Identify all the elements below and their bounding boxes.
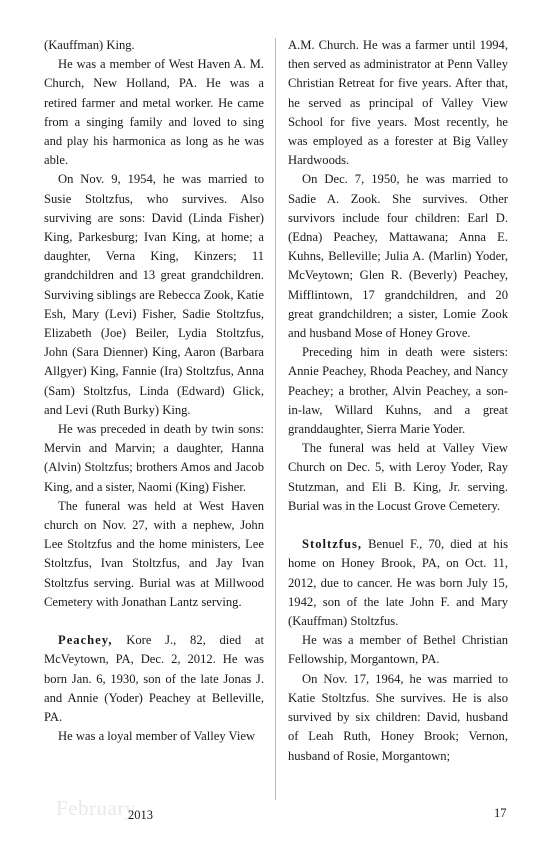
- obituary-intro: Kore J., 82, died at McVeytown, PA, Dec. 2, 2012. He was born Jan. 6, 1930, son of the late Jonas J. and Annie (Yoder) Peachey at Belleville, PA.: [44, 633, 264, 725]
- obituary-paragraph: He was a member of West Haven A. M. Church, New Holland, PA. He was a retired farmer and metal worker. He came from a singing family and loved to sing and play his harmonica as long as he was able.: [44, 57, 264, 168]
- obituary-paragraph: The funeral was held at West Haven church on Nov. 27, with a nephew, John Lee Stoltzfus and the home ministers, Lee Stoltzfus, Ivan Stoltzfus, and Jay Ivan Stoltzfus serving. Burial was at Millwood Cemetery with Jonathan Lantz serving.: [44, 498, 264, 609]
- obituary-entry-stoltzfus: [288, 535, 508, 631]
- obituary-paragraph: Preceding him in death were sisters: Annie Peachey, Rhoda Peachey, and Nancy Peachey; a brother, Alvin Peachey, a son-in-law, Willard Kuhns, and a great granddaughter, Sierra Marie Yoder.: [288, 345, 508, 437]
- obituary-paragraph: A.M. Church. He was a farmer until 1994, then served as administrator at Penn Valley Christian Retreat for five years. After that, he served as principal of Valley View School for five years. Most recently, he was employed as a forester at Big Valley Hardwoods.: [288, 38, 508, 168]
- obituary-paragraph: The funeral was held at Valley View Church on Dec. 5, with Leroy Yoder, Ray Stutzman, and Eli B. King, Jr. serving. Burial was in the Locust Grove Cemetery.: [288, 441, 508, 513]
- obituary-paragraph: On Nov. 17, 1964, he was married to Katie Stoltzfus. She survives. He is also survived by six children: David, husband of Leah Ruth, Honey Brook; Vernon, husband of Rosie, Morgantown;: [288, 671, 508, 763]
- footer-year: 2013: [128, 808, 153, 822]
- right-column: [288, 36, 508, 766]
- obituary-paragraph: (Kauffman) King.: [44, 38, 135, 52]
- obituary-paragraph: On Dec. 7, 1950, he was married to Sadie A. Zook. She survives. Other survivors include four children: Earl D. (Edna) Peachey, Mattawana; Anna E. Kuhns, Belleville; Julia A. (Marlin) Yoder, McVeytown; Glen R. (Beverly) Peachey, Mifflintown, 17 grandchildren, and 20 great grandchildren; a sister, Lomie Zook and husband Mose of Honey Grove.: [288, 172, 508, 341]
- obituary-name: Peachey,: [58, 633, 113, 648]
- obituary-paragraph: On Nov. 9, 1954, he was married to Susie Stoltzfus, who survives. Also surviving are sons: David (Linda Fisher) King, Parkesburg; Ivan King, at home; a daughter, Verna King, Kinzers; 11 grandchildren and 13 great grandchildren. Surviving siblings are Rebecca Zook, Katie Esh, Mary (Levi) Fisher, Sadie Stoltzfus, Elizabeth (Joe) Beiler, Lydia Stoltzfus, John (Sara Dienner) King, Aaron (Barbara Allgyer) King, Fannie (Ira) Stoltzfus, Anna (Sam) Stoltzfus, Linda (Edward) Glick, and Levi (Ruth Burky) King.: [44, 172, 264, 417]
- page-number: 17: [494, 806, 507, 820]
- left-column: [44, 36, 264, 747]
- obituary-name: Stoltzfus,: [302, 537, 363, 552]
- obituary-paragraph: He was a member of Bethel Christian Fellowship, Morgantown, PA.: [288, 633, 508, 667]
- column-divider: [275, 38, 276, 800]
- obituary-intro: Benuel F., 70, died at his home on Honey Brook, PA, on Oct. 11, 2012, due to cancer. He was born July 15, 1942, son of the late John F. and Mary (Kauffman) Stoltzfus.: [288, 537, 508, 629]
- obituary-entry-peachey: [44, 631, 264, 727]
- obituary-paragraph: He was preceded in death by twin sons: Mervin and Marvin; a daughter, Hanna (Alvin) Stoltzfus; brothers Amos and Jacob King, and a sister, Naomi (King) Fisher.: [44, 422, 264, 494]
- obituary-paragraph: He was a loyal member of Valley View: [58, 729, 256, 744]
- footer-month: February: [56, 796, 136, 820]
